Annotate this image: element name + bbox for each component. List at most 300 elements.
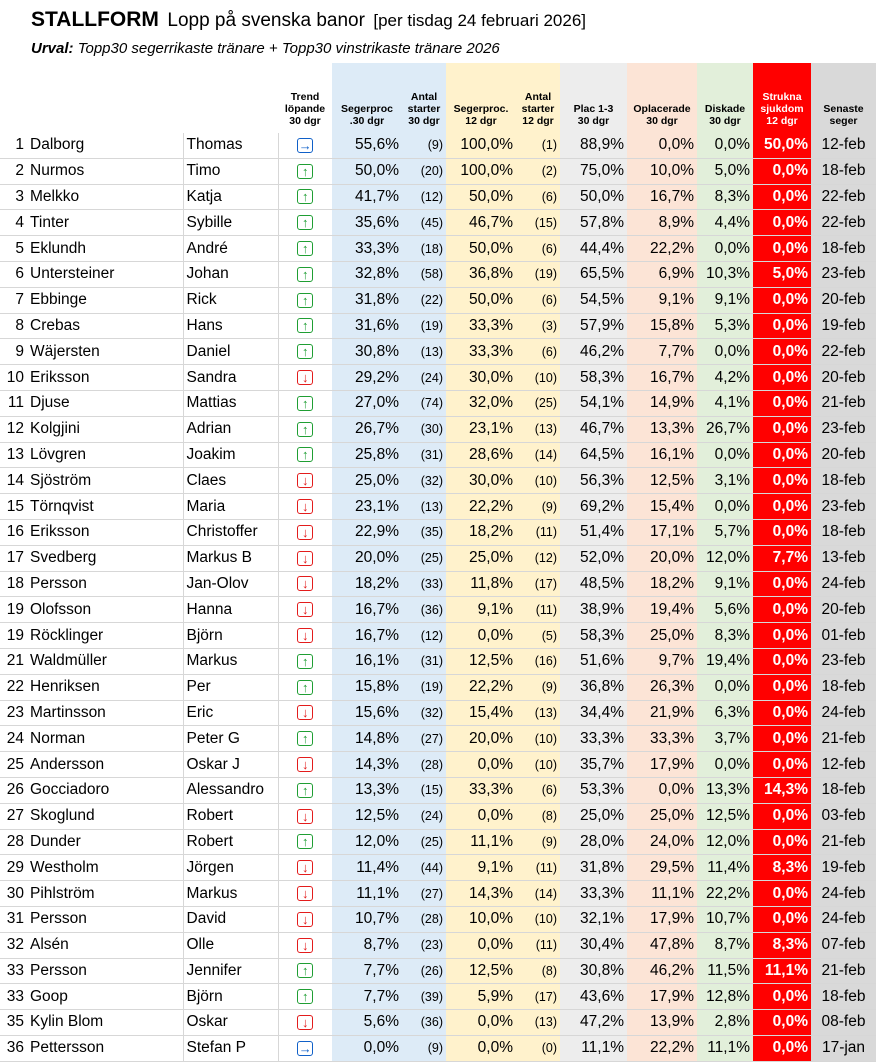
starts-30: (13) [402, 494, 446, 520]
trainer-lastname: Westholm [28, 855, 183, 881]
starts-30: (28) [402, 906, 446, 932]
oplac-pct-30: 20,0% [627, 545, 697, 571]
disk-pct-30: 5,3% [697, 313, 753, 339]
last-win-date: 18-feb [811, 674, 876, 700]
trend-up-icon: ↑ [297, 731, 313, 746]
trainer-lastname: Djuse [28, 390, 183, 416]
table-row [0, 700, 876, 726]
disk-pct-30: 0,0% [697, 674, 753, 700]
oplac-pct-30: 14,9% [627, 390, 697, 416]
win-pct-12: 100,0% [446, 158, 516, 184]
win-pct-30: 16,7% [332, 623, 402, 649]
disk-pct-30: 0,0% [697, 339, 753, 365]
last-win-date: 18-feb [811, 236, 876, 262]
header-line [518, 79, 558, 91]
table-row [0, 365, 876, 391]
oplac-pct-30: 33,3% [627, 726, 697, 752]
trainer-lastname: Sjöström [28, 468, 183, 494]
win-pct-30: 26,7% [332, 416, 402, 442]
starts-30: (36) [402, 597, 446, 623]
trend-up-icon: ↑ [297, 318, 313, 333]
starts-30: (9) [402, 1035, 446, 1061]
plac-pct-30: 64,5% [560, 442, 627, 468]
rank: 3 [0, 184, 28, 210]
win-pct-12: 5,9% [446, 984, 516, 1010]
plac-pct-30: 69,2% [560, 494, 627, 520]
strukna-pct-12: 0,0% [753, 881, 811, 907]
win-pct-30: 7,7% [332, 984, 402, 1010]
trend-cell [278, 906, 332, 932]
trainer-firstname: Jörgen [183, 855, 278, 881]
header-line: 30 dgr [408, 115, 440, 127]
trainer-table [0, 63, 876, 1062]
last-win-date: 18-feb [811, 984, 876, 1010]
win-pct-30: 7,7% [332, 958, 402, 984]
starts-12: (9) [516, 674, 560, 700]
oplac-pct-30: 18,2% [627, 571, 697, 597]
trainer-lastname: Kylin Blom [28, 1010, 183, 1036]
last-win-date: 18-feb [811, 468, 876, 494]
disk-pct-30: 4,2% [697, 365, 753, 391]
header-lastname [28, 63, 183, 133]
table-row [0, 158, 876, 184]
rank: 36 [0, 1035, 28, 1061]
trend-cell [278, 390, 332, 416]
strukna-pct-12: 0,0% [753, 339, 811, 365]
win-pct-30: 5,6% [332, 1010, 402, 1036]
trend-down-icon: ↓ [297, 860, 313, 875]
trend-cell [278, 958, 332, 984]
last-win-date: 13-feb [811, 545, 876, 571]
trainer-lastname: Persson [28, 906, 183, 932]
win-pct-12: 0,0% [446, 803, 516, 829]
trainer-firstname: Oskar J [183, 752, 278, 778]
starts-12: (1) [516, 133, 560, 158]
last-win-date: 18-feb [811, 777, 876, 803]
strukna-pct-12: 0,0% [753, 184, 811, 210]
win-pct-12: 22,2% [446, 494, 516, 520]
trainer-firstname: Sybille [183, 210, 278, 236]
starts-12: (11) [516, 932, 560, 958]
header-plac [560, 63, 627, 133]
starts-12: (10) [516, 365, 560, 391]
strukna-pct-12: 0,0% [753, 236, 811, 262]
oplac-pct-30: 17,9% [627, 906, 697, 932]
trainer-firstname: Jennifer [183, 958, 278, 984]
trend-cell [278, 442, 332, 468]
trend-cell [278, 674, 332, 700]
last-win-date: 19-feb [811, 855, 876, 881]
starts-30: (19) [402, 313, 446, 339]
trend-down-icon: ↓ [297, 809, 313, 824]
starts-12: (10) [516, 752, 560, 778]
trend-cell [278, 571, 332, 597]
trainer-firstname: Per [183, 674, 278, 700]
win-pct-30: 15,6% [332, 700, 402, 726]
trainer-firstname: Johan [183, 261, 278, 287]
trainer-lastname: Andersson [28, 752, 183, 778]
header-win30 [332, 63, 402, 133]
last-win-date: 12-feb [811, 752, 876, 778]
disk-pct-30: 12,0% [697, 545, 753, 571]
rank: 22 [0, 674, 28, 700]
table-row [0, 648, 876, 674]
plac-pct-30: 50,0% [560, 184, 627, 210]
header-disk [697, 63, 753, 133]
starts-12: (11) [516, 855, 560, 881]
trend-down-icon: ↓ [297, 602, 313, 617]
win-pct-30: 50,0% [332, 158, 402, 184]
starts-30: (28) [402, 752, 446, 778]
win-pct-30: 18,2% [332, 571, 402, 597]
oplac-pct-30: 25,0% [627, 623, 697, 649]
strukna-pct-12: 0,0% [753, 468, 811, 494]
win-pct-30: 14,8% [332, 726, 402, 752]
trainer-firstname: Markus B [183, 545, 278, 571]
strukna-pct-12: 0,0% [753, 416, 811, 442]
oplac-pct-30: 0,0% [627, 133, 697, 158]
header-row [0, 63, 876, 133]
oplac-pct-30: 22,2% [627, 1035, 697, 1061]
disk-pct-30: 0,0% [697, 133, 753, 158]
win-pct-12: 0,0% [446, 1035, 516, 1061]
disk-pct-30: 2,8% [697, 1010, 753, 1036]
trend-up-icon: ↑ [297, 989, 313, 1004]
plac-pct-30: 57,8% [560, 210, 627, 236]
header-line: Strukna [762, 91, 802, 103]
last-win-date: 24-feb [811, 881, 876, 907]
plac-pct-30: 46,7% [560, 416, 627, 442]
header-line: starter [407, 103, 441, 115]
win-pct-30: 22,9% [332, 519, 402, 545]
trainer-lastname: Eriksson [28, 365, 183, 391]
strukna-pct-12: 14,3% [753, 777, 811, 803]
rank: 29 [0, 855, 28, 881]
win-pct-30: 20,0% [332, 545, 402, 571]
header-line [699, 91, 751, 103]
table-row [0, 416, 876, 442]
disk-pct-30: 9,1% [697, 571, 753, 597]
header-line: .30 dgr [349, 115, 385, 127]
trainer-firstname: Claes [183, 468, 278, 494]
strukna-pct-12: 0,0% [753, 984, 811, 1010]
oplac-pct-30: 8,9% [627, 210, 697, 236]
plac-pct-30: 11,1% [560, 1035, 627, 1061]
last-win-date: 20-feb [811, 597, 876, 623]
table-row [0, 906, 876, 932]
trainer-firstname: Sandra [183, 365, 278, 391]
win-pct-12: 11,8% [446, 571, 516, 597]
disk-pct-30: 8,3% [697, 184, 753, 210]
oplac-pct-30: 16,1% [627, 442, 697, 468]
starts-12: (6) [516, 777, 560, 803]
rank: 24 [0, 726, 28, 752]
strukna-pct-12: 0,0% [753, 210, 811, 236]
strukna-pct-12: 0,0% [753, 1010, 811, 1036]
trend-cell [278, 365, 332, 391]
table-row [0, 855, 876, 881]
starts-30: (35) [402, 519, 446, 545]
strukna-pct-12: 7,7% [753, 545, 811, 571]
trainer-firstname: Maria [183, 494, 278, 520]
plac-pct-30: 52,0% [560, 545, 627, 571]
strukna-pct-12: 0,0% [753, 571, 811, 597]
plac-pct-30: 58,3% [560, 365, 627, 391]
table-row [0, 545, 876, 571]
rank: 27 [0, 803, 28, 829]
last-win-date: 22-feb [811, 339, 876, 365]
strukna-pct-12: 0,0% [753, 442, 811, 468]
oplac-pct-30: 13,9% [627, 1010, 697, 1036]
trainer-firstname: Adrian [183, 416, 278, 442]
last-win-date: 21-feb [811, 726, 876, 752]
starts-12: (12) [516, 545, 560, 571]
oplac-pct-30: 19,4% [627, 597, 697, 623]
trainer-lastname: Törnqvist [28, 494, 183, 520]
header-line: Senaste [823, 103, 864, 115]
starts-12: (9) [516, 494, 560, 520]
disk-pct-30: 0,0% [697, 236, 753, 262]
trainer-lastname: Nurmos [28, 158, 183, 184]
starts-30: (19) [402, 674, 446, 700]
plac-pct-30: 31,8% [560, 855, 627, 881]
starts-12: (13) [516, 700, 560, 726]
plac-pct-30: 30,8% [560, 958, 627, 984]
trend-cell [278, 339, 332, 365]
trend-down-icon: ↓ [297, 499, 313, 514]
trend-cell [278, 1035, 332, 1061]
starts-30: (20) [402, 158, 446, 184]
disk-pct-30: 12,8% [697, 984, 753, 1010]
last-win-date: 08-feb [811, 1010, 876, 1036]
rank: 32 [0, 932, 28, 958]
win-pct-12: 36,8% [446, 261, 516, 287]
trainer-lastname: Waldmüller [28, 648, 183, 674]
strukna-pct-12: 0,0% [753, 726, 811, 752]
plac-pct-30: 28,0% [560, 829, 627, 855]
rank: 28 [0, 829, 28, 855]
win-pct-12: 0,0% [446, 1010, 516, 1036]
disk-pct-30: 6,3% [697, 700, 753, 726]
win-pct-12: 14,3% [446, 881, 516, 907]
header-starts12 [516, 63, 560, 133]
trend-cell [278, 210, 332, 236]
starts-30: (33) [402, 571, 446, 597]
trend-cell [278, 416, 332, 442]
starts-30: (45) [402, 210, 446, 236]
trend-up-icon: ↑ [297, 783, 313, 798]
trend-cell [278, 752, 332, 778]
win-pct-30: 16,1% [332, 648, 402, 674]
header-line: Segerproc [341, 103, 393, 115]
plac-pct-30: 58,3% [560, 623, 627, 649]
disk-pct-30: 4,4% [697, 210, 753, 236]
last-win-date: 21-feb [811, 958, 876, 984]
win-pct-30: 11,4% [332, 855, 402, 881]
plac-pct-30: 51,6% [560, 648, 627, 674]
trend-cell [278, 984, 332, 1010]
disk-pct-30: 3,7% [697, 726, 753, 752]
trainer-firstname: Hans [183, 313, 278, 339]
table-row [0, 777, 876, 803]
starts-30: (22) [402, 287, 446, 313]
header-firstname [183, 63, 278, 133]
win-pct-12: 50,0% [446, 287, 516, 313]
win-pct-12: 22,2% [446, 674, 516, 700]
plac-pct-30: 43,6% [560, 984, 627, 1010]
win-pct-30: 0,0% [332, 1035, 402, 1061]
last-win-date: 01-feb [811, 623, 876, 649]
strukna-pct-12: 0,0% [753, 494, 811, 520]
rank: 12 [0, 416, 28, 442]
last-win-date: 21-feb [811, 390, 876, 416]
last-win-date: 20-feb [811, 287, 876, 313]
rank: 11 [0, 390, 28, 416]
last-win-date: 19-feb [811, 313, 876, 339]
trainer-lastname: Pihlström [28, 881, 183, 907]
header-line [629, 91, 695, 103]
oplac-pct-30: 47,8% [627, 932, 697, 958]
disk-pct-30: 10,7% [697, 906, 753, 932]
starts-30: (36) [402, 1010, 446, 1036]
trainer-lastname: Henriksen [28, 674, 183, 700]
last-win-date: 22-feb [811, 184, 876, 210]
oplac-pct-30: 17,9% [627, 984, 697, 1010]
trend-cell [278, 1010, 332, 1036]
trend-cell [278, 855, 332, 881]
win-pct-30: 29,2% [332, 365, 402, 391]
header-line [562, 91, 625, 103]
last-win-date: 24-feb [811, 700, 876, 726]
trainer-lastname: Ebbinge [28, 287, 183, 313]
win-pct-30: 27,0% [332, 390, 402, 416]
table-row [0, 313, 876, 339]
trainer-firstname: Eric [183, 700, 278, 726]
rank: 16 [0, 519, 28, 545]
last-win-date: 23-feb [811, 494, 876, 520]
win-pct-12: 28,6% [446, 442, 516, 468]
trend-cell [278, 287, 332, 313]
trainer-firstname: Björn [183, 623, 278, 649]
header-line: seger [829, 115, 858, 127]
strukna-pct-12: 0,0% [753, 597, 811, 623]
plac-pct-30: 44,4% [560, 236, 627, 262]
trend-cell [278, 313, 332, 339]
oplac-pct-30: 26,3% [627, 674, 697, 700]
trainer-firstname: Katja [183, 184, 278, 210]
table-body [0, 133, 876, 1061]
starts-12: (14) [516, 881, 560, 907]
header-line: löpande [284, 103, 326, 115]
last-win-date: 24-feb [811, 906, 876, 932]
trainer-firstname: Björn [183, 984, 278, 1010]
table-row [0, 752, 876, 778]
starts-12: (0) [516, 1035, 560, 1061]
win-pct-30: 31,6% [332, 313, 402, 339]
rank: 1 [0, 133, 28, 158]
strukna-pct-12: 50,0% [753, 133, 811, 158]
oplac-pct-30: 10,0% [627, 158, 697, 184]
last-win-date: 07-feb [811, 932, 876, 958]
table-row [0, 726, 876, 752]
trend-up-icon: ↑ [297, 447, 313, 462]
oplac-pct-30: 29,5% [627, 855, 697, 881]
win-pct-30: 12,5% [332, 803, 402, 829]
starts-12: (9) [516, 829, 560, 855]
starts-12: (16) [516, 648, 560, 674]
last-win-date: 18-feb [811, 519, 876, 545]
trainer-firstname: Rick [183, 287, 278, 313]
trend-up-icon: ↑ [297, 189, 313, 204]
trainer-lastname: Persson [28, 571, 183, 597]
strukna-pct-12: 0,0% [753, 674, 811, 700]
starts-30: (23) [402, 932, 446, 958]
rank: 25 [0, 752, 28, 778]
rank: 15 [0, 494, 28, 520]
win-pct-30: 16,7% [332, 597, 402, 623]
table-row [0, 958, 876, 984]
starts-30: (32) [402, 700, 446, 726]
rank: 14 [0, 468, 28, 494]
win-pct-12: 0,0% [446, 623, 516, 649]
strukna-pct-12: 0,0% [753, 623, 811, 649]
starts-12: (8) [516, 803, 560, 829]
trend-down-icon: ↓ [297, 757, 313, 772]
last-win-date: 17-jan [811, 1035, 876, 1061]
strukna-pct-12: 0,0% [753, 390, 811, 416]
plac-pct-30: 33,3% [560, 881, 627, 907]
trainer-lastname: Persson [28, 958, 183, 984]
starts-30: (44) [402, 855, 446, 881]
strukna-pct-12: 0,0% [753, 365, 811, 391]
strukna-pct-12: 0,0% [753, 906, 811, 932]
plac-pct-30: 65,5% [560, 261, 627, 287]
trend-cell [278, 803, 332, 829]
table-row [0, 803, 876, 829]
starts-12: (19) [516, 261, 560, 287]
starts-12: (6) [516, 236, 560, 262]
starts-12: (14) [516, 442, 560, 468]
trainer-firstname: Peter G [183, 726, 278, 752]
trainer-firstname: Hanna [183, 597, 278, 623]
rank: 30 [0, 881, 28, 907]
trainer-lastname: Kolgjini [28, 416, 183, 442]
last-win-date: 20-feb [811, 365, 876, 391]
rank: 9 [0, 339, 28, 365]
trainer-lastname: Pettersson [28, 1035, 183, 1061]
starts-30: (12) [402, 623, 446, 649]
win-pct-12: 15,4% [446, 700, 516, 726]
disk-pct-30: 5,7% [697, 519, 753, 545]
starts-30: (15) [402, 777, 446, 803]
header-line: 30 dgr [646, 115, 678, 127]
disk-pct-30: 0,0% [697, 752, 753, 778]
win-pct-12: 12,5% [446, 648, 516, 674]
plac-pct-30: 51,4% [560, 519, 627, 545]
disk-pct-30: 8,7% [697, 932, 753, 958]
plac-pct-30: 54,1% [560, 390, 627, 416]
trainer-firstname: Robert [183, 829, 278, 855]
selection-label: Urval: [31, 40, 74, 57]
strukna-pct-12: 0,0% [753, 700, 811, 726]
win-pct-30: 30,8% [332, 339, 402, 365]
trend-down-icon: ↓ [297, 525, 313, 540]
trend-up-icon: ↑ [297, 963, 313, 978]
table-row [0, 210, 876, 236]
oplac-pct-30: 24,0% [627, 829, 697, 855]
plac-pct-30: 53,3% [560, 777, 627, 803]
trend-cell [278, 881, 332, 907]
